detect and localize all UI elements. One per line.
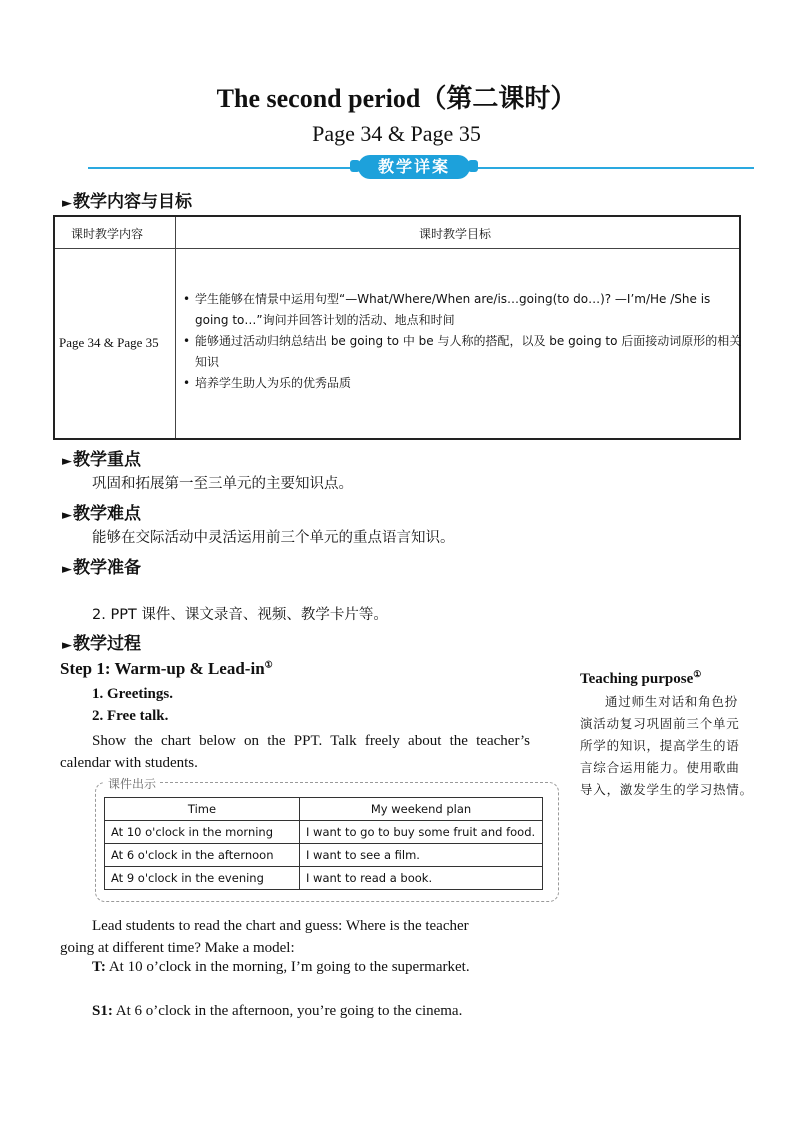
dialogue-line-student: S1: At 6 o’clock in the afternoon, you’re going to the cinema. <box>92 1003 463 1019</box>
section-heading-process: ►教学过程 <box>62 634 141 654</box>
footnote-marker: ① <box>264 659 273 670</box>
courseware-label: 课件出示 <box>104 775 160 792</box>
goal-item: • 学生能够在情景中运用句型“—What/Where/When are/is…going(to do…)? —I’m/He /She is going to…”询问并回答计划的活动、地点和时间 <box>183 289 743 331</box>
table-header-goals: 课时教学目标 <box>419 227 492 241</box>
banner-badge: 教学详案 <box>358 155 470 179</box>
triangle-bullet-icon: ► <box>62 508 72 523</box>
page-title: The second period（第二课时） <box>216 84 577 113</box>
step1-item-free-talk: 2. Free talk. <box>92 708 169 724</box>
footnote-marker: ① <box>693 669 702 679</box>
teaching-purpose-line: 通过师生对话和角色扮 <box>605 694 739 709</box>
table-cell: At 10 o'clock in the morning <box>105 821 300 844</box>
speaker-label: T: <box>92 959 106 975</box>
table-row <box>105 867 543 890</box>
triangle-bullet-icon: ► <box>62 562 72 577</box>
teaching-purpose-line: 言综合运用能力。使用歌曲 <box>580 760 740 775</box>
table-cell-pages: Page 34 & Page 35 <box>59 335 159 350</box>
table-divider-horizontal <box>55 248 739 249</box>
table-cell: At 6 o'clock in the afternoon <box>105 844 300 867</box>
section-heading-content-goals: ►教学内容与目标 <box>62 192 192 212</box>
dialogue-line-teacher: T: At 10 o’clock in the morning, I’m going to the supermarket. <box>92 959 470 975</box>
page-subtitle: Page 34 & Page 35 <box>312 121 481 146</box>
table-cell: At 9 o'clock in the evening <box>105 867 300 890</box>
goal-item: • 能够通过活动归纳总结出 be going to 中 be 与人称的搭配，以及 be going to 后面接动词原形的相关知识 <box>183 331 743 373</box>
step1-item-greetings: 1. Greetings. <box>92 686 173 702</box>
table-divider-vertical <box>175 217 176 438</box>
goals-list <box>183 289 743 394</box>
table-row <box>105 821 543 844</box>
step1-title: Step 1: Warm-up & Lead-in① <box>60 659 273 678</box>
step1-paragraph-guess: Lead students to read the chart and guess: Where is the teacher going at different time? Make a model: <box>60 918 469 956</box>
table-header-cell: Time <box>105 798 300 821</box>
objectives-table <box>53 215 741 440</box>
banner-badge-wrap <box>350 154 478 180</box>
section-heading-preparation: ►教学准备 <box>62 558 141 578</box>
table-header-row <box>105 798 543 821</box>
teaching-purpose-line: 演活动复习巩固前三个单元 <box>580 716 740 731</box>
preparation-text: 2. PPT 课件、课文录音、视频、教学卡片等。 <box>92 607 388 623</box>
table-cell: I want to see a film. <box>300 844 543 867</box>
triangle-bullet-icon: ► <box>62 196 72 211</box>
section-heading-key-points: ►教学重点 <box>62 450 141 470</box>
table-row <box>105 844 543 867</box>
triangle-bullet-icon: ► <box>62 454 72 469</box>
key-points-text: 巩固和拓展第一至三单元的主要知识点。 <box>92 476 353 492</box>
step1-paragraph-chart: Show the chart below on the PPT. Talk freely about the teacher’s calendar with students. <box>60 733 530 771</box>
teaching-purpose-title: Teaching purpose① <box>580 669 702 687</box>
section-heading-difficulties: ►教学难点 <box>62 504 141 524</box>
weekend-plan-table <box>104 797 543 890</box>
table-header-cell: My weekend plan <box>300 798 543 821</box>
table-cell: I want to go to buy some fruit and food. <box>300 821 543 844</box>
speaker-label: S1: <box>92 1003 113 1019</box>
teaching-purpose-line: 所学的知识，提高学生的语 <box>580 738 740 753</box>
goal-item: • 培养学生助人为乐的优秀品质 <box>183 373 743 394</box>
triangle-bullet-icon: ► <box>62 638 72 653</box>
difficulties-text: 能够在交际活动中灵活运用前三个单元的重点语言知识。 <box>92 530 455 546</box>
teaching-purpose-line: 导入，激发学生的学习热情。 <box>580 782 753 797</box>
teaching-purpose-body <box>580 691 760 801</box>
table-cell: I want to read a book. <box>300 867 543 890</box>
table-header-content: 课时教学内容 <box>71 227 144 241</box>
